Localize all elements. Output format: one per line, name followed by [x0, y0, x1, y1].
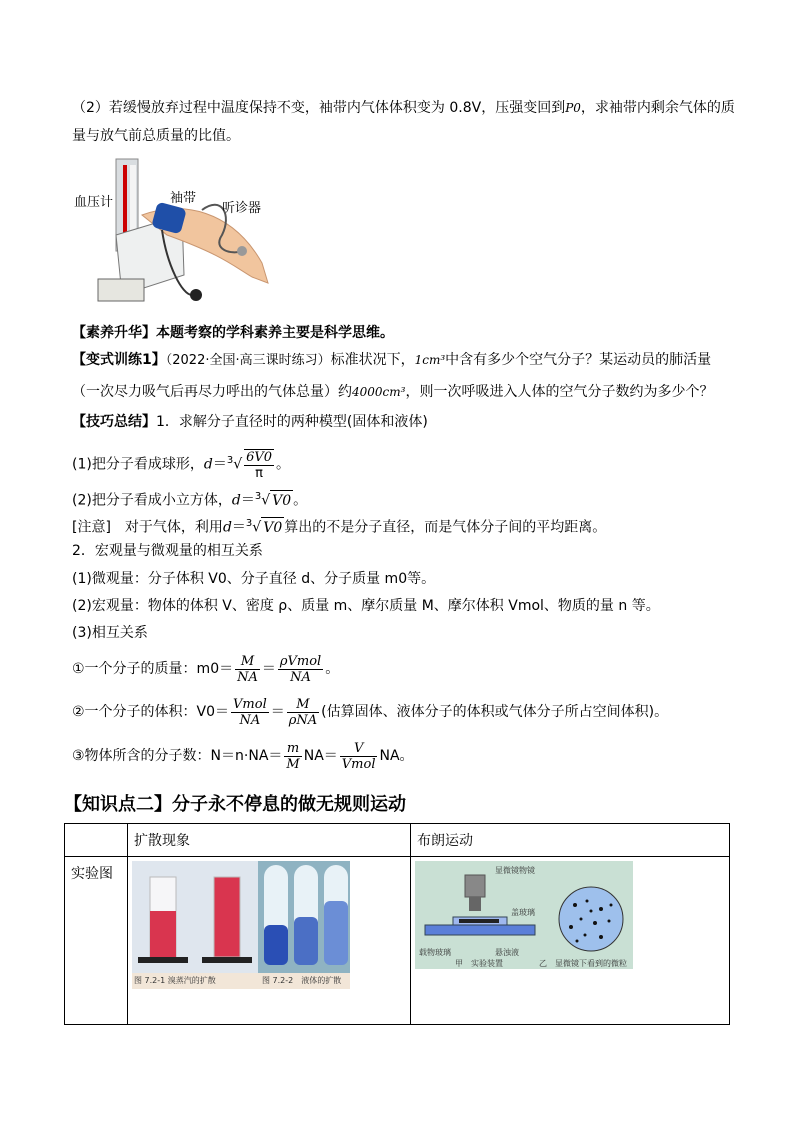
note-line: [注意] 对于气体，利用d＝$^3$√ V0 算出的不是分子直径，而是气体分子间的平均距离。: [72, 518, 607, 536]
jiqiao-line: 【技巧总结】1．求解分子直径时的两种模型(固体和液体): [72, 414, 428, 430]
suyang-line: 【素养升华】本题考察的学科素养主要是科学思维。: [72, 325, 394, 341]
table-row-experiment: [65, 857, 730, 1025]
label-cover-glass: 盖玻璃: [511, 908, 535, 917]
diffusion-figure: [132, 861, 350, 989]
micro-quantities: (1)微观量：分子体积 V0、分子直径 d、分子质量 m0等。: [72, 571, 436, 587]
diffusion-caption-2: 图 7.2-2 液体的扩散: [262, 976, 342, 985]
model-cube: (2)把分子看成小立方体，d＝$^3$√ V0 。: [72, 491, 308, 509]
label-cuff: 袖带: [170, 191, 197, 206]
relation-molecule-count: ③物体所含的分子数：N＝n·NA＝ $\frac{m}{M}$ NA＝ $\frac{V}{\text{Vmol}}$ NA。: [72, 740, 414, 772]
knowledge-table: [64, 823, 730, 1025]
diffusion-figure-cell: [128, 857, 411, 1025]
blood-pressure-figure: [72, 155, 282, 305]
label-microscope: 显微镜物镜: [495, 866, 535, 875]
label-gauge: 血压计: [74, 195, 114, 210]
bianshi-line2: （一次尽力吸气后再尽力呼出的气体总量）约4000cm³，则一次呼吸进入人体的空气分子数约为多少个？: [72, 384, 714, 400]
section2-heading: 2．宏观量与微观量的相互关系: [72, 543, 263, 559]
p0-symbol: P0: [565, 101, 581, 115]
label-suspension: 悬浊液: [495, 948, 519, 957]
q2-line1: （2）若缓慢放弃过程中温度保持不变，袖带内气体体积变为 0.8V，压强变回到P0，求袖带内剩余气体的质: [72, 100, 735, 116]
table-header-empty: [65, 824, 128, 857]
bianshi-line1: 【变式训练1】（2022·全国·高三课时练习）标准状况下，1cm³中含有多少个空气分子？某运动员的肺活量: [72, 352, 712, 368]
relation-molecule-mass: ①一个分子的质量：m0＝ $\frac{M}{NA}$ ＝ $\frac{\text{ρVmol}}{NA}$ 。: [72, 653, 340, 685]
brownian-figure-cell: [411, 857, 730, 1025]
table-header-diffusion: 扩散现象: [128, 824, 411, 857]
macro-quantities: (2)宏观量：物体的体积 V、密度 ρ、质量 m、摩尔质量 M、摩尔体积 Vmol、物质的量 n 等。: [72, 598, 660, 614]
q2-line2: 量与放气前总质量的比值。: [72, 128, 240, 144]
brownian-caption-2: 乙 显微镜下看到的微粒: [539, 959, 627, 968]
brownian-figure: [415, 861, 633, 969]
table-header-row: [65, 824, 730, 857]
section-title: 【知识点二】分子永不停息的做无规则运动: [64, 794, 406, 815]
row-label-experiment: 实验图: [65, 857, 128, 1025]
label-slide: 载物玻璃: [419, 948, 451, 957]
diffusion-caption-1: 图 7.2-1 溴蒸汽的扩散: [134, 976, 216, 985]
relation-molecule-volume: ②一个分子的体积：V0＝ $\frac{\text{Vmol}}{NA}$ ＝ $\frac{M}{\text{ρNA}}$ (估算固体、液体分子的体积或气体分子所占空间体积)。: [72, 696, 669, 728]
relation-heading: (3)相互关系: [72, 625, 148, 641]
brownian-caption-1: 甲 实验装置: [455, 959, 503, 968]
table-header-brownian: 布朗运动: [411, 824, 730, 857]
label-stethoscope: 听诊器: [222, 201, 262, 216]
model-sphere: (1)把分子看成球形，d＝$^3$√ $\frac{6V0}{\pi}$ 。: [72, 449, 291, 481]
